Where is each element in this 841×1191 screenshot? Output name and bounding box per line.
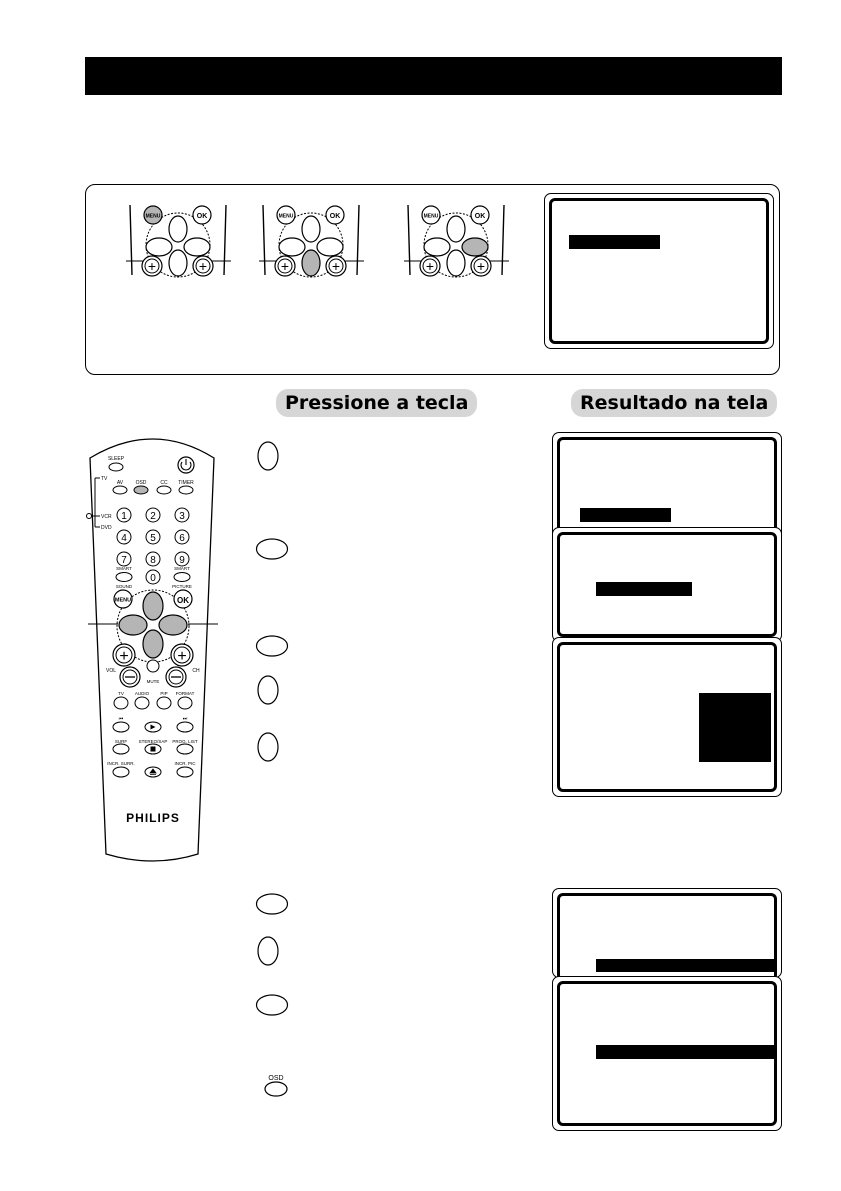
result-screen-1 — [552, 432, 782, 537]
svg-text:SMART: SMART — [116, 566, 132, 571]
screen-result-header: Resultado na tela — [571, 389, 777, 417]
key-up-1 — [256, 440, 280, 472]
menu-highlight-bar — [569, 235, 660, 249]
svg-text:+: + — [147, 258, 157, 274]
result-screen-4 — [552, 888, 782, 978]
svg-text:4: 4 — [121, 533, 127, 544]
svg-text:TIMER: TIMER — [178, 480, 194, 486]
overview-tv-screen — [544, 193, 774, 349]
result-screen-5 — [552, 976, 782, 1131]
key-right-1 — [254, 537, 290, 561]
svg-text:+: + — [280, 258, 290, 274]
svg-text:MENU: MENU — [278, 213, 294, 220]
svg-text:OK: OK — [177, 596, 189, 605]
mini-ok-label: OK — [196, 213, 208, 220]
result-screen-2 — [552, 527, 782, 642]
mini-remote-right-step — [404, 203, 509, 283]
svg-text:INCR. SURR.: INCR. SURR. — [107, 761, 135, 766]
svg-text:+: + — [476, 258, 486, 274]
svg-text:CH: CH — [192, 668, 200, 674]
svg-text:AV: AV — [116, 480, 124, 486]
remote-control — [86, 428, 221, 868]
svg-text:+: + — [119, 648, 129, 665]
svg-text:SLEEP: SLEEP — [107, 456, 125, 462]
section-title-bar — [85, 57, 782, 95]
svg-text:6: 6 — [179, 533, 185, 544]
svg-text:0: 0 — [150, 573, 156, 584]
key-up-2 — [256, 674, 280, 706]
result-screen-3 — [552, 637, 782, 797]
svg-text:PIP: PIP — [160, 691, 168, 696]
key-right-3 — [254, 892, 290, 916]
key-up-4 — [256, 935, 280, 967]
svg-text:+: + — [177, 648, 187, 665]
key-up-3 — [256, 731, 280, 763]
mini-menu-label: MENU — [145, 213, 161, 220]
svg-text:MENU: MENU — [423, 213, 439, 220]
svg-text:7: 7 — [121, 555, 127, 566]
svg-text:SURF: SURF — [114, 739, 128, 744]
svg-text:SOUND: SOUND — [115, 584, 133, 589]
svg-text:9: 9 — [179, 555, 185, 566]
svg-text:+: + — [425, 258, 435, 274]
svg-text:1: 1 — [121, 511, 127, 522]
svg-text:AUDIO: AUDIO — [134, 691, 150, 696]
key-right-4 — [254, 993, 290, 1017]
svg-text:CC: CC — [160, 480, 168, 486]
svg-text:5: 5 — [150, 533, 156, 544]
svg-text:DVD: DVD — [101, 525, 112, 531]
svg-text:OK: OK — [474, 213, 486, 220]
key-right-2 — [254, 634, 290, 658]
svg-text:STEREO/SAP: STEREO/SAP — [138, 739, 168, 744]
brand-logo: PHILIPS — [126, 811, 180, 825]
svg-text:VCR: VCR — [101, 514, 112, 520]
svg-text:FORMAT: FORMAT — [175, 691, 195, 696]
svg-text:+: + — [331, 258, 341, 274]
mini-remote-menu-step — [126, 203, 231, 283]
svg-text:⏮: ⏮ — [118, 716, 124, 722]
svg-text:MENU: MENU — [114, 597, 132, 604]
svg-text:OSD: OSD — [135, 480, 147, 486]
svg-text:INCR. PIC: INCR. PIC — [174, 761, 196, 766]
press-key-header: Pressione a tecla — [276, 389, 477, 417]
svg-text:PICTURE: PICTURE — [172, 584, 192, 589]
svg-text:2: 2 — [150, 511, 156, 522]
svg-text:SMART: SMART — [174, 566, 190, 571]
svg-text:8: 8 — [150, 555, 156, 566]
mini-remote-down-step — [259, 203, 364, 283]
svg-text:3: 3 — [179, 511, 185, 522]
svg-text:MUTE: MUTE — [146, 679, 160, 684]
svg-text:TV: TV — [101, 476, 108, 482]
osd-key-label: OSD — [268, 1075, 284, 1082]
svg-text:VOL: VOL — [105, 668, 117, 674]
svg-text:⏭: ⏭ — [182, 716, 188, 722]
svg-text:+: + — [198, 258, 208, 274]
svg-text:TV: TV — [118, 691, 124, 696]
svg-text:PROG. LIST: PROG. LIST — [172, 739, 198, 744]
key-osd — [263, 1073, 293, 1099]
svg-text:OK: OK — [329, 213, 341, 220]
